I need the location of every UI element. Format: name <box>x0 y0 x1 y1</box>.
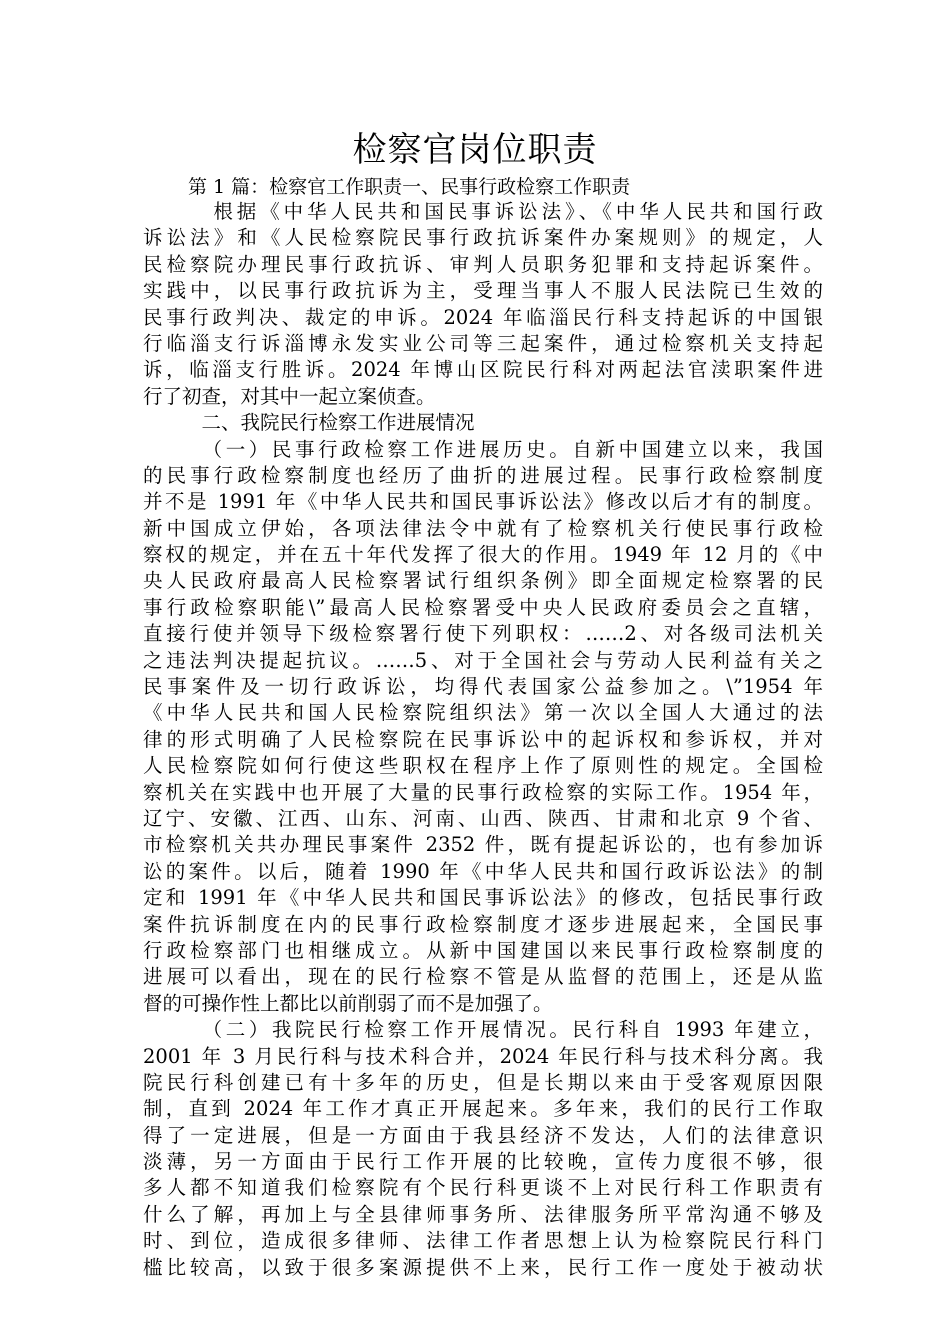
body-text-line: 讼的案件。以后，随着 1990 年《中华人民共和国行政诉讼法》的制 <box>143 859 823 883</box>
body-text-line: 得了一定进展，但是一方面由于我县经济不发达，人们的法律意识 <box>143 1123 823 1147</box>
body-text-line: 察权的规定，并在五十年代发挥了很大的作用。1949 年 12 月的《中 <box>143 543 823 567</box>
body-text-line: 二、我院民行检察工作进展情况 <box>143 411 475 435</box>
body-text-line: 2001 年 3 月民行科与技术科合并，2024 年民行科与技术科分离。我 <box>143 1044 823 1068</box>
body-text-line: 多人都不知道我们检察院有个民行科更谈不上对民行科工作职责有 <box>143 1176 823 1200</box>
body-text-line: 行了初查，对其中一起立案侦查。 <box>143 384 436 408</box>
body-text-line: 行政检察部门也相继成立。从新中国建国以来民事行政检察制度的 <box>143 938 823 962</box>
body-text-line: 市检察机关共办理民事案件 2352 件，既有提起诉讼的，也有参加诉 <box>143 833 823 857</box>
body-text-line: 诉，临淄支行胜诉。2024 年博山区院民行科对两起法官渎职案件进 <box>143 358 823 382</box>
body-text-line: （一）民事行政检察工作进展历史。自新中国建立以来，我国 <box>143 437 823 461</box>
body-text-line: 实践中，以民事行政抗诉为主，受理当事人不服人民法院已生效的 <box>143 279 823 303</box>
body-text-line: 案件抗诉制度在内的民事行政检察制度才逐步进展起来，全国民事 <box>143 912 823 936</box>
body-text-line: 根据《中华人民共和国民事诉讼法》、《中华人民共和国行政 <box>143 200 823 223</box>
body-text-line: 督的可操作性上都比以前削弱了而不是加强了。 <box>143 991 553 1015</box>
body-text-line: 并不是 1991 年《中华人民共和国民事诉讼法》修改以后才有的制度。 <box>143 490 823 514</box>
body-text-line: 事行政检察职能\”最高人民检察署受中央人民政府委员会之直辖， <box>143 595 823 619</box>
body-text-line: 律的形式明确了人民检察院在民事诉讼中的起诉权和参诉权，并对 <box>143 727 823 751</box>
body-text-line: 槛比较高，以致于很多案源提供不上来，民行工作一度处于被动状 <box>143 1255 823 1279</box>
body-text-line: 民事案件及一切行政诉讼，均得代表国家公益参加之。\”1954 年 <box>143 675 823 699</box>
body-text-line: 院民行科创建已有十多年的历史，但是长期以来由于受客观原因限 <box>143 1070 823 1094</box>
body-text-line: 新中国成立伊始，各项法律法令中就有了检察机关行使民事行政检 <box>143 516 823 540</box>
body-text-line: 制，直到 2024 年工作才真正开展起来。多年来，我们的民行工作取 <box>143 1097 823 1121</box>
body-text-line: 定和 1991 年《中华人民共和国民事诉讼法》的修改，包括民事行政 <box>143 886 823 910</box>
body-text-line: 民检察院办理民事行政抗诉、审判人员职务犯罪和支持起诉案件。 <box>143 252 823 276</box>
body-text-line: 《中华人民共和国人民检察院组织法》第一次以全国人大通过的法 <box>143 701 823 725</box>
body-text-line: 辽宁、安徽、江西、山东、河南、山西、陕西、甘肃和北京 9 个省、 <box>143 806 823 830</box>
body-text-line: 什么了解，再加上与全县律师事务所、法律服务所平常沟通不够及 <box>143 1202 823 1226</box>
body-text-line: 人民检察院如何行使这些职权在程序上作了原则性的规定。全国检 <box>143 754 823 778</box>
body-text-line: 的民事行政检察制度也经历了曲折的进展过程。民事行政检察制度 <box>143 463 823 487</box>
body-text-line: 进展可以看出，现在的民行检察不管是从监督的范围上，还是从监 <box>143 965 823 989</box>
body-text-line: 行临淄支行诉淄博永发实业公司等三起案件，通过检察机关支持起 <box>143 331 823 355</box>
body-text-line: 央人民政府最高人民检察署试行组织条例》即全面规定检察署的民 <box>143 569 823 593</box>
body-text-line: （二）我院民行检察工作开展情况。民行科自 1993 年建立， <box>143 1018 823 1042</box>
document-subtitle: 第 1 篇：检察官工作职责一、民事行政检察工作职责 <box>188 176 631 198</box>
body-text-line: 民事行政判决、裁定的申诉。2024 年临淄民行科支持起诉的中国银 <box>143 305 823 329</box>
body-text-line: 时、到位，造成很多律师、法律工作者思想上认为检察院民行科门 <box>143 1229 823 1253</box>
body-text-line: 淡薄，另一方面由于民行工作开展的比较晚，宣传力度很不够，很 <box>143 1150 823 1174</box>
body-text-line: 直接行使并领导下级检察署行使下列职权：……2、对各级司法机关 <box>143 622 823 646</box>
body-text-line: 察机关在实践中也开展了大量的民事行政检察的实际工作。1954 年， <box>143 780 823 804</box>
body-text-line: 之违法判决提起抗议。……5、对于全国社会与劳动人民利益有关之 <box>143 648 823 672</box>
document-title: 检察官岗位职责 <box>352 130 598 170</box>
body-text-line: 诉讼法》和《人民检察院民事行政抗诉案件办案规则》的规定，人 <box>143 226 823 250</box>
document-body <box>143 199 823 1281</box>
